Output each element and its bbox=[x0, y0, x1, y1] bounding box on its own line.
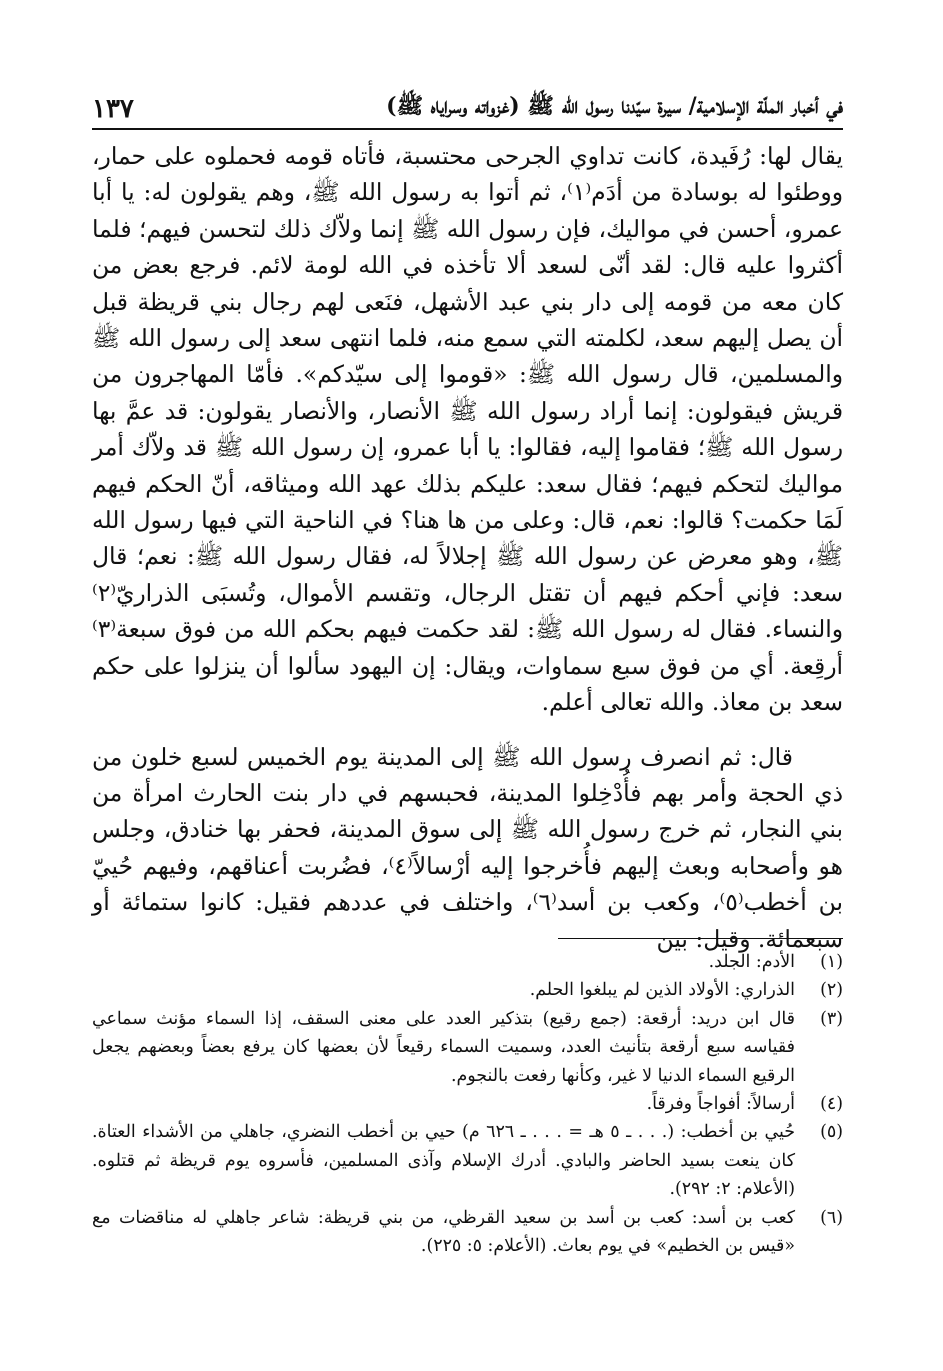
footnote-text: الأدم: الجلد. bbox=[708, 952, 795, 972]
footnote bbox=[92, 1005, 843, 1090]
page-number: ١٣٧ bbox=[92, 94, 134, 124]
footnote bbox=[92, 1090, 843, 1118]
footnote-number: (٥) bbox=[820, 1122, 843, 1143]
footnote-number: (٢) bbox=[820, 980, 843, 1001]
footnote bbox=[92, 1118, 843, 1203]
footnote-number: (١) bbox=[820, 952, 843, 972]
footnote bbox=[92, 948, 843, 976]
main-text bbox=[92, 138, 843, 957]
footnote-divider bbox=[558, 938, 843, 939]
running-header bbox=[92, 88, 843, 130]
body-paragraph: قال: ثم انصرف رسول الله ﷺ إلى المدينة يوم الخميس لسبع خلون من ذي الحجة وأمر بهم فأُدْخِلوا المدينة، فحبسهم في دار بنت الحارث امرأة من بني النجار، ثم خرج رسول الله ﷺ إلى سوق المدينة، فحفر بها خنادق، وجلس هو وأصحابه وبعث إليهم فأُخرجوا إليه أرْسالاً⁽٤⁾، فضُربت أعناقهم، وفيهم حُييّ بن أخطب⁽٥⁾، وكعب بن أسد⁽٦⁾، واختلف في عددهم فقيل: كانوا ستمائة أو سبعمائة. وقيل: بين bbox=[92, 742, 843, 953]
header-title: في أخبار الملّة الإسلامية/ سيرة سيّدنا رسول الله ﷺ (غزواته وسراياه ﷺ) bbox=[386, 93, 843, 119]
footnote-number: (٦) bbox=[820, 1207, 843, 1228]
footnote bbox=[92, 1204, 843, 1261]
footnote-text: كعب بن أسد: كعب بن أسد بن سعيد القرظي، من بني قريظة: شاعر جاهلي له مناقضات مع «قيس بن الخطيم» في يوم بعاث. (الأعلام: ٥: ٢٢٥). bbox=[92, 1207, 795, 1257]
footnote-text: حُيي بن أخطب: (. . . ـ ٥ هـ = . . . ـ ٦٢٦ م) حيي بن أخطب النضري، جاهلي من الأشداء العتاة. كان ينعت بسيد الحاضر والبادي. أدرك الإسلام وآذى المسلمين، فأسروه يوم قريظة ثم قتلوه. (الأعلام: ٢: ٢٩٢). bbox=[92, 1122, 795, 1200]
footnote-text: الذراري: الأولاد الذين لم يبلغوا الحلم. bbox=[529, 980, 795, 1001]
footnote-number: (٣) bbox=[820, 1008, 843, 1029]
footnote-text: أرسالاً: أفواجاً وفرقاً. bbox=[646, 1094, 795, 1115]
footnote-number: (٤) bbox=[820, 1094, 843, 1115]
footnote-text: قال ابن دريد: أرقعة: (جمع رقيع) بتذكير العدد على معنى السقف، إذا السماء مؤنث سماعي فقياسه سبع أرقعة بتأنيث العدد، وسميت السماء رقيعاً لأن بعضها كان يرفع بعضاً وبعضهم يجعل الرقيع السماء الدنيا لا غير، وكأنها رفعت بالنجوم. bbox=[92, 1008, 795, 1086]
footnote bbox=[92, 976, 843, 1004]
footnotes bbox=[92, 948, 843, 1260]
body-paragraph: يقال لها: رُفَيدة، كانت تداوي الجرحى محتسبة، فأتاه قومه فحملوه على حمار، ووطئوا له بوسادة من أدَم⁽١⁾، ثم أتوا به رسول الله ﷺ، وهم يقولون له: يا أبا عمرو، أحسن في مواليك، فإن رسول الله ﷺ إنما ولاّك ذلك لتحسن فيهم؛ فلما أكثروا عليه قال: لقد أنّى لسعد ألا تأخذه في الله لومة لائم. فرجع بعض من كان معه من قومه إلى دار بني عبد الأشهل، فنَعى لهم رجال بني قريظة قبل أن يصل إليهم سعد، لكلمته التي سمع منه، فلما انتهى سعد إلى رسول الله ﷺ والمسلمين، قال رسول الله ﷺ: «قوموا إلى سيّدكم». فأمّا المهاجرون من قريش فيقولون: إنما أراد رسول الله ﷺ الأنصار، والأنصار يقولون: قد عمَّ بها رسول الله ﷺ؛ فقاموا إليه، فقالوا: يا أبا عمرو، إن رسول الله ﷺ قد ولاّك أمر مواليك لتحكم فيهم؛ فقال سعد: عليكم بذلك عهد الله وميثاقه، أنّ الحكم فيهم لَمَا حكمت؟ قالوا: نعم، قال: وعلى من ها هنا؟ في الناحية التي فيها رسول الله ﷺ، وهو معرض عن رسول الله ﷺ إجلالاً له، فقال رسول الله ﷺ: نعم؛ قال سعد: فإني أحكم فيهم أن تقتل الرجال، وتقسم الأموال، وتُسبَى الذراريّ⁽٢⁾ والنساء. فقال له رسول الله ﷺ: لقد حكمت فيهم بحكم الله من فوق سبعة⁽٣⁾ أرقِعة. أي من فوق سبع سماوات، ويقال: إن اليهود سألوا أن ينزلوا على حكم سعد بن معاذ. والله تعالى أعلم. bbox=[92, 142, 843, 717]
